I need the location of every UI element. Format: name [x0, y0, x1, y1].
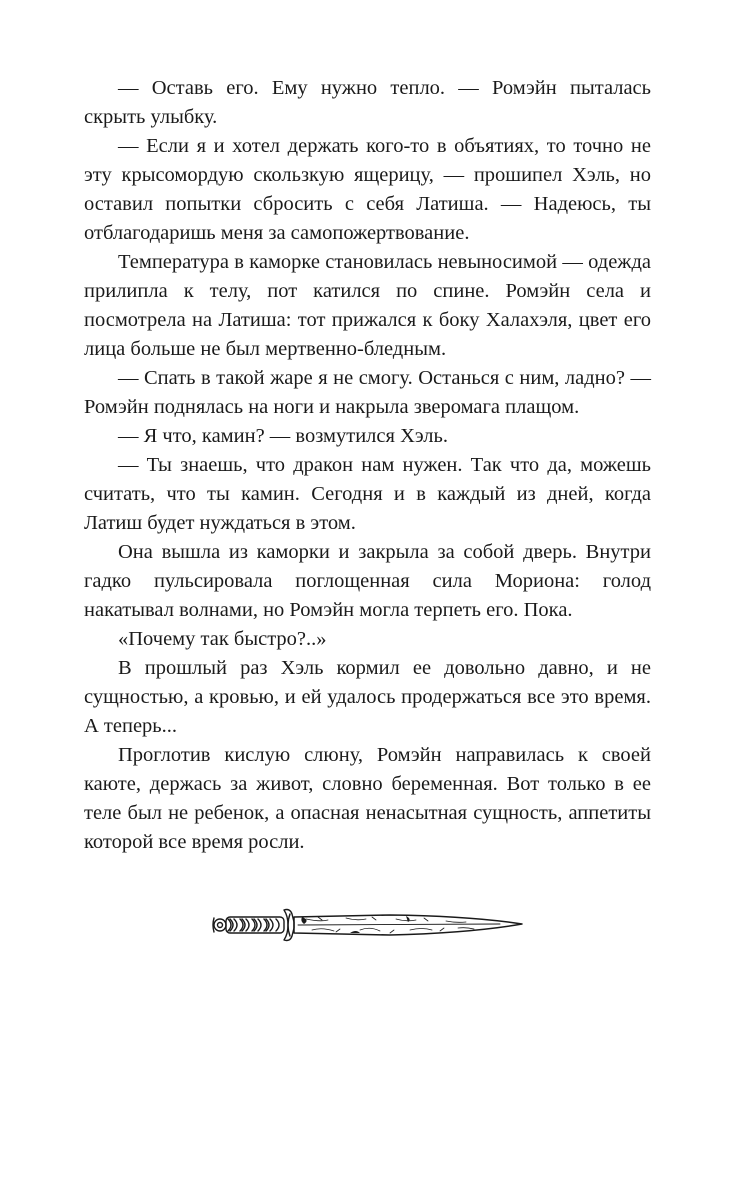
paragraph: — Если я и хотел держать кого-то в объятиях, то точно не эту крысомордую скользкую ящерицу, — прошипел Хэль, но оставил попытки сбросить с себя Латиша. — Надеюсь, ты отблагодаришь меня за самопожертвование. — [84, 135, 651, 244]
paragraph: — Оставь его. Ему нужно тепло. — Ромэйн пыталась скрыть улыбку. — [84, 77, 651, 128]
paragraph: Она вышла из каморки и закрыла за собой дверь. Внутри гадко пульсировала поглощенная сила Мориона: голод накатывал волнами, но Ромэйн могла терпеть его. Пока. — [84, 541, 651, 621]
paragraph: В прошлый раз Хэль кормил ее довольно давно, и не сущностью, а кровью, и ей удалось продержаться все это время. А теперь... — [84, 657, 651, 737]
paragraph: — Я что, камин? — возмутился Хэль. — [118, 425, 449, 447]
paragraph: Температура в каморке становилась невыносимой — одежда прилипла к телу, пот катился по спине. Ромэйн села и посмотрела на Латиша: тот прижался к боку Халахэля, цвет его лица больше не был мертвенно-бледным. — [84, 251, 651, 360]
paragraph: — Ты знаешь, что дракон нам нужен. Так что да, можешь считать, что ты камин. Сегодня и в каждый из дней, когда Латиш будет нуждаться в этом. — [84, 454, 651, 534]
paragraph: Проглотив кислую слюну, Ромэйн направилась к своей каюте, держась за живот, словно беременная. Вот только в ее теле был не ребенок, а опасная ненасытная сущность, аппетиты которой все время росли. — [84, 744, 651, 853]
paragraph: «Почему так быстро?..» — [118, 628, 327, 650]
dagger-icon — [210, 900, 526, 950]
paragraph: — Спать в такой жаре я не смогу. Останься с ним, ладно? — Ромэйн поднялась на ноги и накрыла зверомага плащом. — [84, 367, 651, 418]
page-text — [84, 74, 651, 857]
